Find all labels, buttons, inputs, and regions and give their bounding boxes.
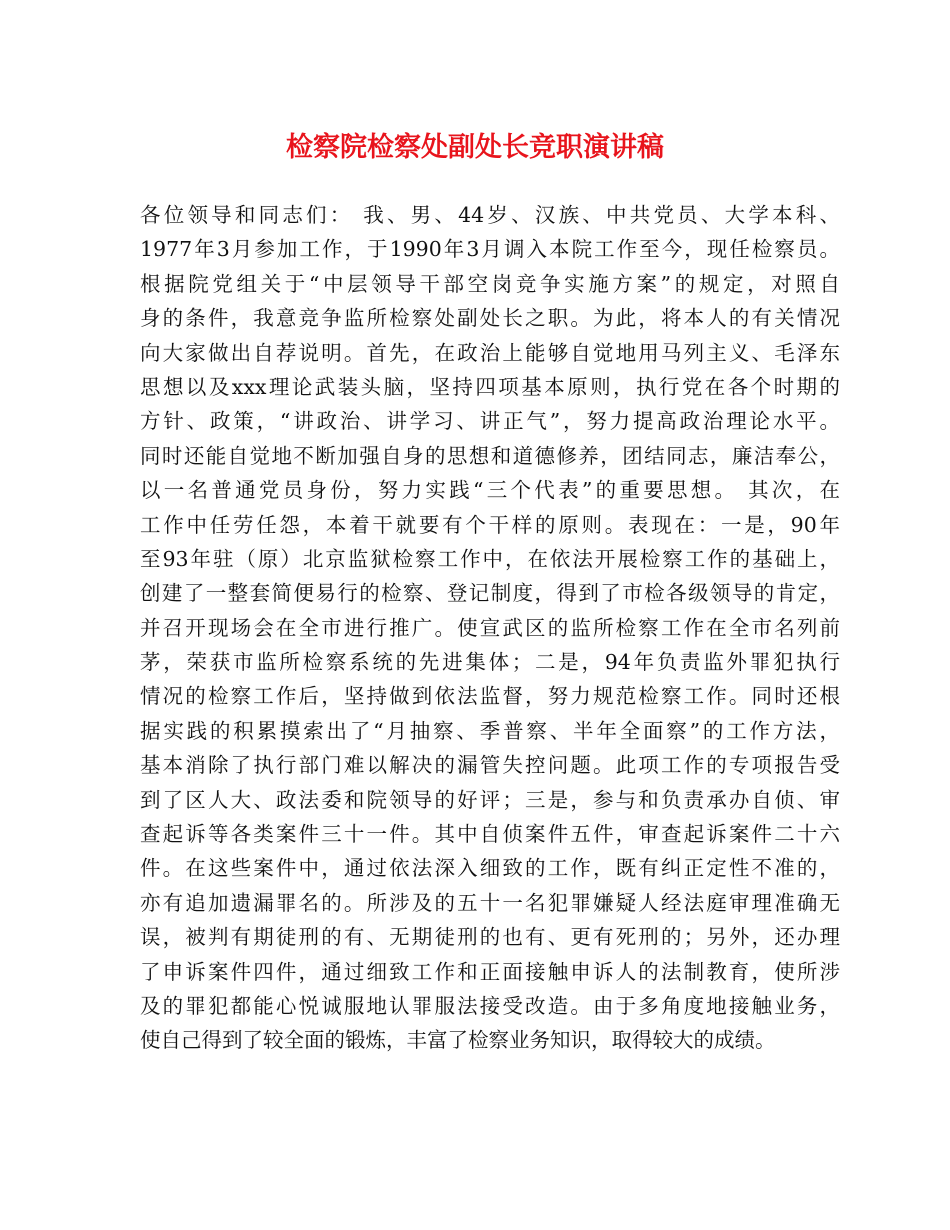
body-line: 1977年3月参加工作，于1990年3月调入本院工作至今，现任检察员。	[140, 237, 840, 262]
body-line: 各位领导和同志们： 我、男、44岁、汉族、中共党员、大学本科、	[140, 203, 840, 227]
body-line: 基本消除了执行部门难以解决的漏管失控问题。此项工作的专项报告受	[140, 753, 840, 778]
document-body	[140, 198, 840, 1058]
document-title: 检察院检察处副处长竞职演讲稿	[286, 132, 664, 163]
body-line: 查起诉等各类案件三十一件。其中自侦案件五件，审查起诉案件二十六	[140, 822, 840, 847]
body-line: 及的罪犯都能心悦诚服地认罪服法接受改造。由于多角度地接触业务，	[140, 993, 840, 1018]
body-line: 据实践的积累摸索出了“月抽察、季普察、半年全面察”的工作方法，	[140, 718, 840, 743]
body-line: 创建了一整套简便易行的检察、登记制度，得到了市检各级领导的肯定，	[140, 581, 840, 606]
body-line: 到了区人大、政法委和院领导的好评；三是，参与和负责承办自侦、审	[140, 787, 840, 812]
body-line: 身的条件，我意竞争监所检察处副处长之职。为此，将本人的有关情况	[140, 306, 840, 331]
body-line: 件。在这些案件中，通过依法深入细致的工作，既有纠正定性不准的，	[140, 856, 840, 881]
body-line: 误，被判有期徒刑的有、无期徒刑的也有、更有死刑的；另外，还办理	[140, 925, 840, 950]
body-line: 情况的检察工作后，坚持做到依法监督，努力规范检察工作。同时还根	[140, 684, 840, 709]
body-line: 使自己得到了较全面的锻炼，丰富了检察业务知识，取得较大的成绩。	[140, 1028, 776, 1053]
body-line: 向大家做出自荐说明。首先，在政治上能够自觉地用马列主义、毛泽东	[140, 340, 840, 365]
body-line: 并召开现场会在全市进行推广。使宣武区的监所检察工作在全市名列前	[140, 615, 840, 640]
body-line: 方针、政策，“讲政治、讲学习、讲正气”，努力提高政治理论水平。	[140, 409, 840, 434]
body-line: 至93年驻（原）北京监狱检察工作中，在依法开展检察工作的基础上，	[140, 546, 840, 571]
body-line: 亦有追加遗漏罪名的。所涉及的五十一名犯罪嫌疑人经法庭审理准确无	[140, 890, 840, 915]
body-line: 了申诉案件四件，通过细致工作和正面接触申诉人的法制教育，使所涉	[140, 959, 840, 984]
body-line: 工作中任劳任怨，本着干就要有个干样的原则。表现在：一是，90年	[140, 512, 840, 537]
body-line: 以一名普通党员身份，努力实践“三个代表”的重要思想。 其次，在	[140, 478, 840, 503]
body-line: 思想以及xxx理论武装头脑，坚持四项基本原则，执行党在各个时期的	[140, 374, 840, 399]
body-line: 茅，荣获市监所检察系统的先进集体；二是，94年负责监外罪犯执行	[140, 650, 840, 675]
body-line: 根据院党组关于“中层领导干部空岗竞争实施方案”的规定，对照自	[140, 271, 840, 296]
body-line: 同时还能自觉地不断加强自身的思想和道德修养，团结同志，廉洁奉公，	[140, 443, 840, 468]
